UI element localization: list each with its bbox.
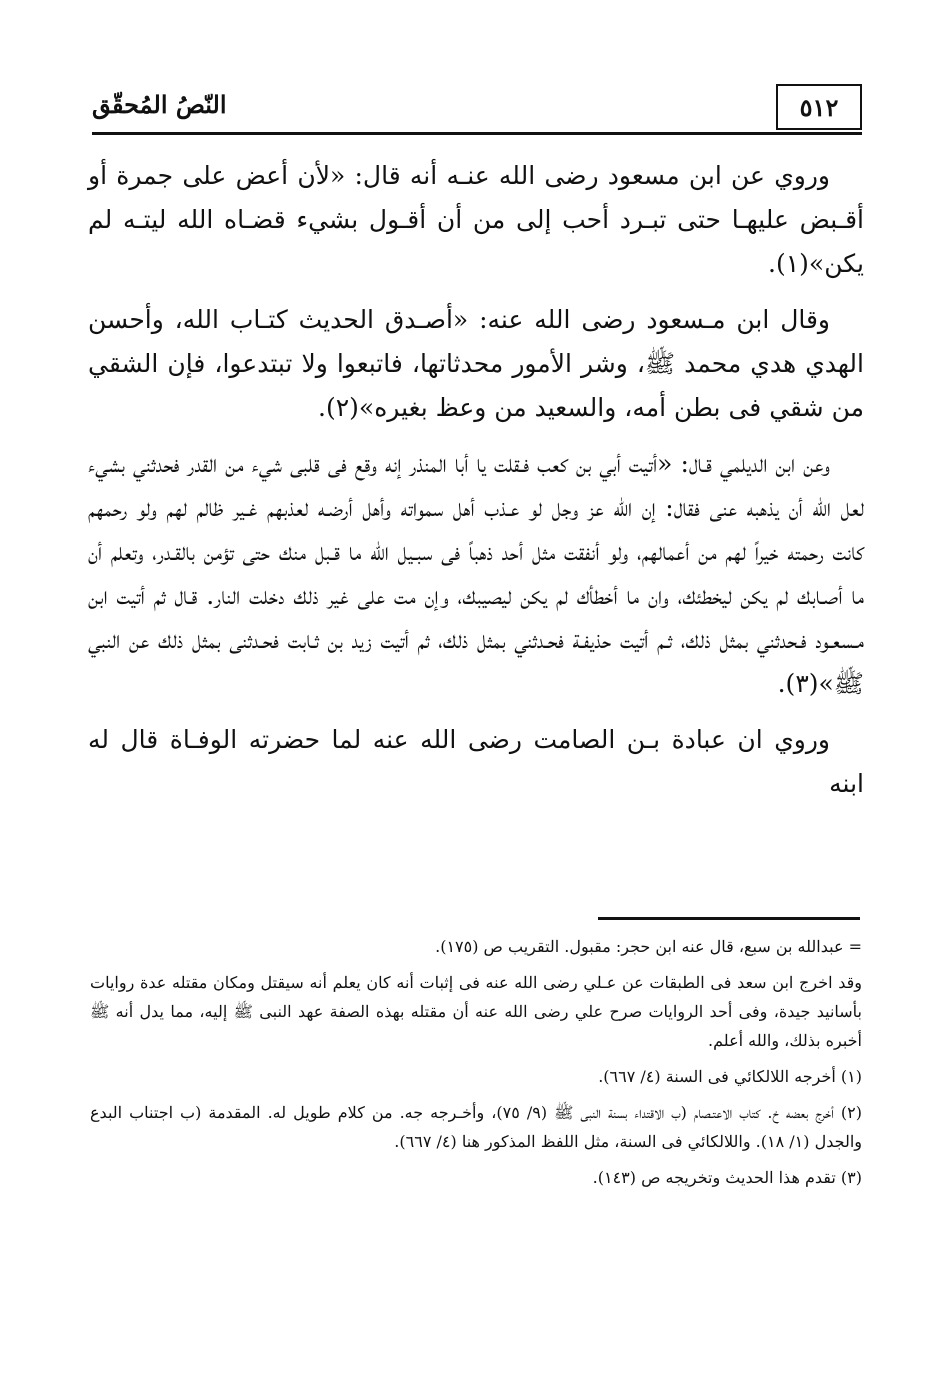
running-title: النّصُ المُحقّق [92, 90, 227, 119]
footnote-3: (٣) تقدم هذا الحديث وتخريجه ص (١٤٣). [592, 1168, 862, 1187]
paragraph-ibn-masud-ember: وروي عن ابن مسعود رضى الله عنـه أنه قال: «لأن أعض على جمرة أو أقـبض عليهـا حتى تبـرد أحب إلى من أن أقـول بشيء قضـاه الله ليتـه لم يكن»(١). [88, 161, 864, 278]
paragraph-ibn-daylami: وعن ابن الديلمي قـال: «أتيت أبي بن كعب فـقلت يا أبا المنذر إنه وقع فى قلبى شيء من القدر فحدثني بشيء لعل الله أن يذهبه عنى فقال: إن الله عز وجل لو عـذب أهل سمواته وأهل أرضـه لعذبهم غـير ظالم لهم ولو رحمهم كانت رحمته خيراً لهم من أعمالهم، ولو أنفقت مثل أحد ذهباً فى سبـيل الله ما قـبل منك حتى تؤمن بالقـدر، وتعلم أن ما أصـابك لم يكن ليخطئك، وان ما أخطأك لم يكن ليصيبك، وإن مت على غير ذلك دخلت النار. قـال ثم أتيت ابن مـسعـود فـحدثني بمثل ذلك، ثـم أتيت حذيفـة فحـدثني بمثل ذلك، ثم أتيت زيد بن ثـابت فحـدثنى بمثل ذلك عن النبي ﷺ»(٣). [88, 449, 864, 698]
footnote-continuation: = عبدالله بن سبع، قال عنه ابن حجر: مقبول. التقريب ص (١٧٥). [435, 937, 862, 956]
main-text [88, 154, 864, 806]
footnote-commentary: وقد اخرج ابن سعد فى الطبقات عن عـلي رضى الله عنه فى إثبات أنه كان يعلم أنه سيقتل ومكان مقتله عدة روايات بأسانيد جيدة، وفى أحد الروايات صرح علي رضى الله عنه أن مقتله بهذه الصفة عهد النبى ﷺ إليه، مما يدل أنه ﷺ أخبره بذلك، والله أعلم. [90, 973, 862, 1050]
header-divider [92, 132, 862, 135]
page-number: ٥١٢ [776, 84, 862, 130]
footnotes [90, 932, 862, 1199]
page-header [92, 84, 862, 134]
footnote-2: (٢) أخرج بعضه خ. كتاب الاعتـصام (ب الاقتداء بسنة النبى ﷺ (٩/ ٧٥)، وأخـرجه جه. من كلام طويل له. المقدمة (ب اجتناب البدع والجدل (١/ ١٨). واللالكائي فى السنة، مثل اللفظ المذكور هنا (٤/ ٦٦٧). [90, 1103, 862, 1151]
footnote-1: (١) أخرجه اللالكائي فى السنة (٤/ ٦٦٧). [598, 1067, 862, 1086]
paragraph-ubada: وروي ان عبادة بـن الصامت رضى الله عنه لما حضرته الوفـاة قال له ابنه [88, 725, 864, 798]
paragraph-best-speech: وقال ابن مـسعود رضى الله عنه: «أصـدق الحديث كتـاب الله، وأحسن الهدي هدي محمد ﷺ، وشر الأمور محدثاتها، فاتبعوا ولا تبتدعوا، فإن الشقي من شقي فى بطن أمه، والسعيد من وعظ بغيره»(٢). [88, 305, 864, 422]
footnotes-divider [598, 917, 860, 920]
